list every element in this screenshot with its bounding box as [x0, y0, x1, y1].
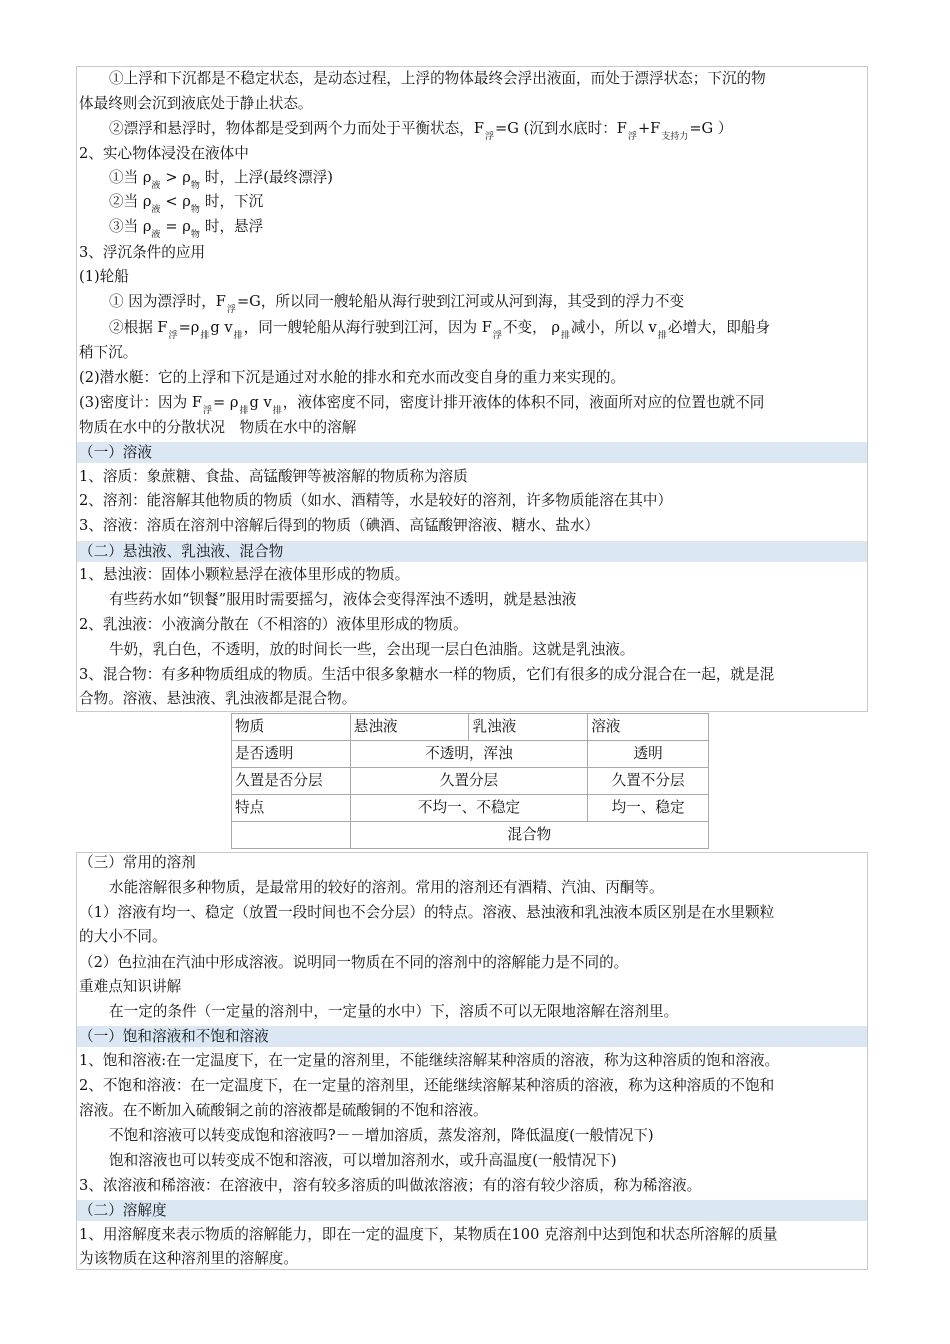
table-row [232, 714, 709, 741]
text-line: ②根据 $F_浮=\rho_排g$ $v_排$，同一艘轮船从海行驶到江河，因为 $F_浮$不变， $\rho_排$减小，所以 $v_排$必增大，即船身 [109, 319, 770, 341]
text-line: ①上浮和下沉都是不稳定状态，是动态过程，上浮的物体最终会浮出液面，而处于漂浮状态；下沉的物 [109, 70, 766, 87]
text-line: 3、混合物：有多种物质组成的物质。生活中很多象糖水一样的物质，它们有很多的成分混合在一起，就是混 [79, 666, 775, 683]
text-line: 1、悬浊液：固体小颗粒悬浮在液体里形成的物质。 [79, 566, 410, 583]
text-line: 的大小不同。 [79, 928, 167, 945]
section-header: （二）悬浊液、乳浊液、混合物 [77, 541, 867, 562]
section-header: （二）溶解度 [77, 1200, 867, 1221]
comparison-table [231, 713, 709, 849]
text-line: 1、溶质：象蔗糖、食盐、高锰酸钾等被溶解的物质称为溶质 [79, 468, 468, 485]
text-line: 水能溶解很多种物质，是最常用的较好的溶剂。常用的溶剂还有酒精、汽油、丙酮等。 [109, 879, 664, 896]
text-line: 重难点知识讲解 [79, 978, 182, 995]
table-cell: 久置分层 [350, 768, 587, 795]
text-line: 在一定的条件（一定量的溶剂中，一定量的水中）下，溶质不可以无限地溶解在溶剂里。 [109, 1003, 679, 1020]
table-cell: 久置是否分层 [232, 768, 351, 795]
text-line: ①当 ρ液 > ρ物 时，上浮(最终漂浮) [109, 169, 333, 191]
section-header: （一）饱和溶液和不饱和溶液 [77, 1026, 867, 1047]
text-line: 2、不饱和溶液：在一定温度下，在一定量的溶剂里，还能继续溶解某种溶质的溶液，称为这种溶质的不饱和 [79, 1077, 775, 1094]
table-header-cell: 乳浊液 [469, 714, 588, 741]
text-line: 有些药水如“钡餐”服用时需要摇匀，液体会变得浑浊不透明，就是悬浊液 [109, 591, 577, 608]
table-cell: 均一、稳定 [588, 795, 709, 822]
text-line: 2、实心物体浸没在液体中 [79, 145, 249, 162]
section-header: （一）溶液 [77, 442, 867, 463]
text-line: 物质在水中的分散状况 物质在水中的溶解 [79, 419, 357, 436]
text-line: （三）常用的溶剂 [79, 854, 196, 871]
text-line: 合物。溶液、悬浊液、乳浊液都是混合物。 [79, 690, 357, 707]
table-header-cell: 悬浊液 [350, 714, 469, 741]
text-line: 3、溶液：溶质在溶剂中溶解后得到的物质（碘酒、高锰酸钾溶液、糖水、盐水） [79, 517, 600, 534]
text-line: 3、浮沉条件的应用 [79, 244, 206, 261]
text-line: 牛奶，乳白色，不透明，放的时间长一些，会出现一层白色油脂。这就是乳浊液。 [109, 641, 635, 658]
text-line: 稍下沉。 [79, 344, 138, 361]
table-cell: 混合物 [350, 822, 708, 849]
table-cell: 不均一、不稳定 [350, 795, 587, 822]
text-line: ②当 ρ液 < ρ物 时，下沉 [109, 193, 264, 215]
table-row [232, 768, 709, 795]
text-line: (3)密度计：因为 $F_浮= \rho_排g$ $v_排$，液体密度不同，密度计排开液体的体积不同，液面所对应的位置也就不同 [79, 394, 765, 416]
table-row [232, 795, 709, 822]
table-cell [232, 822, 351, 849]
table-row [232, 741, 709, 768]
text-line: 1、饱和溶液:在一定温度下，在一定量的溶剂里，不能继续溶解某种溶质的溶液，称为这种溶质的饱和溶液。 [79, 1052, 780, 1069]
table-cell: 透明 [588, 741, 709, 768]
text-line: 溶液。在不断加入硫酸铜之前的溶液都是硫酸铜的不饱和溶液。 [79, 1102, 488, 1119]
table-cell: 不透明，浑浊 [350, 741, 587, 768]
table-cell: 久置不分层 [588, 768, 709, 795]
text-line: ① 因为漂浮时，$F_浮=G$，所以同一艘轮船从海行驶到江河或从河到海，其受到的浮力不变 [109, 293, 685, 315]
table-cell: 是否透明 [232, 741, 351, 768]
text-line: (2)潜水艇：它的上浮和下沉是通过对水舱的排水和充水而改变自身的重力来实现的。 [79, 369, 626, 386]
text-line: 为该物质在这种溶剂里的溶解度。 [79, 1250, 298, 1267]
text-line: （1）溶液有均一、稳定（放置一段时间也不会分层）的特点。溶液、悬浊液和乳浊液本质区别是在水里颗粒 [79, 904, 775, 921]
text-line: 1、用溶解度来表示物质的溶解能力，即在一定的温度下，某物质在100 克溶剂中达到饱和状态所溶解的质量 [79, 1226, 778, 1243]
text-line: 2、溶剂：能溶解其他物质的物质（如水、酒精等，水是较好的溶剂，许多物质能溶在其中） [79, 492, 673, 509]
text-line: (1)轮船 [79, 268, 129, 285]
solvent-saturation-section [76, 852, 868, 1270]
text-line: 3、浓溶液和稀溶液：在溶液中，溶有较多溶质的叫做浓溶液；有的溶有较少溶质，称为稀溶液。 [79, 1177, 702, 1194]
table-cell: 特点 [232, 795, 351, 822]
table-row [232, 822, 709, 849]
text-line: ③当 ρ液 = ρ物 时，悬浮 [109, 218, 264, 240]
text-line: 不饱和溶液可以转变成饱和溶液吗?－－增加溶质，蒸发溶剂，降低温度(一般情况下) [109, 1127, 654, 1144]
text-line: ②漂浮和悬浮时，物体都是受到两个力而处于平衡状态，$F_浮=G$ (沉到水底时：$F_浮+F_{支持力}=G$ ） [109, 120, 733, 142]
table-header-cell: 溶液 [588, 714, 709, 741]
table-header-cell: 物质 [232, 714, 351, 741]
buoyancy-solution-section [76, 66, 868, 712]
text-line: 2、乳浊液：小液滴分散在（不相溶的）液体里形成的物质。 [79, 616, 468, 633]
text-line: （2）色拉油在汽油中形成溶液。说明同一物质在不同的溶剂中的溶解能力是不同的。 [79, 954, 629, 971]
text-line: 饱和溶液也可以转变成不饱和溶液，可以增加溶剂水，或升高温度(一般情况下) [109, 1152, 617, 1169]
text-line: 体最终则会沉到液底处于静止状态。 [79, 95, 313, 112]
